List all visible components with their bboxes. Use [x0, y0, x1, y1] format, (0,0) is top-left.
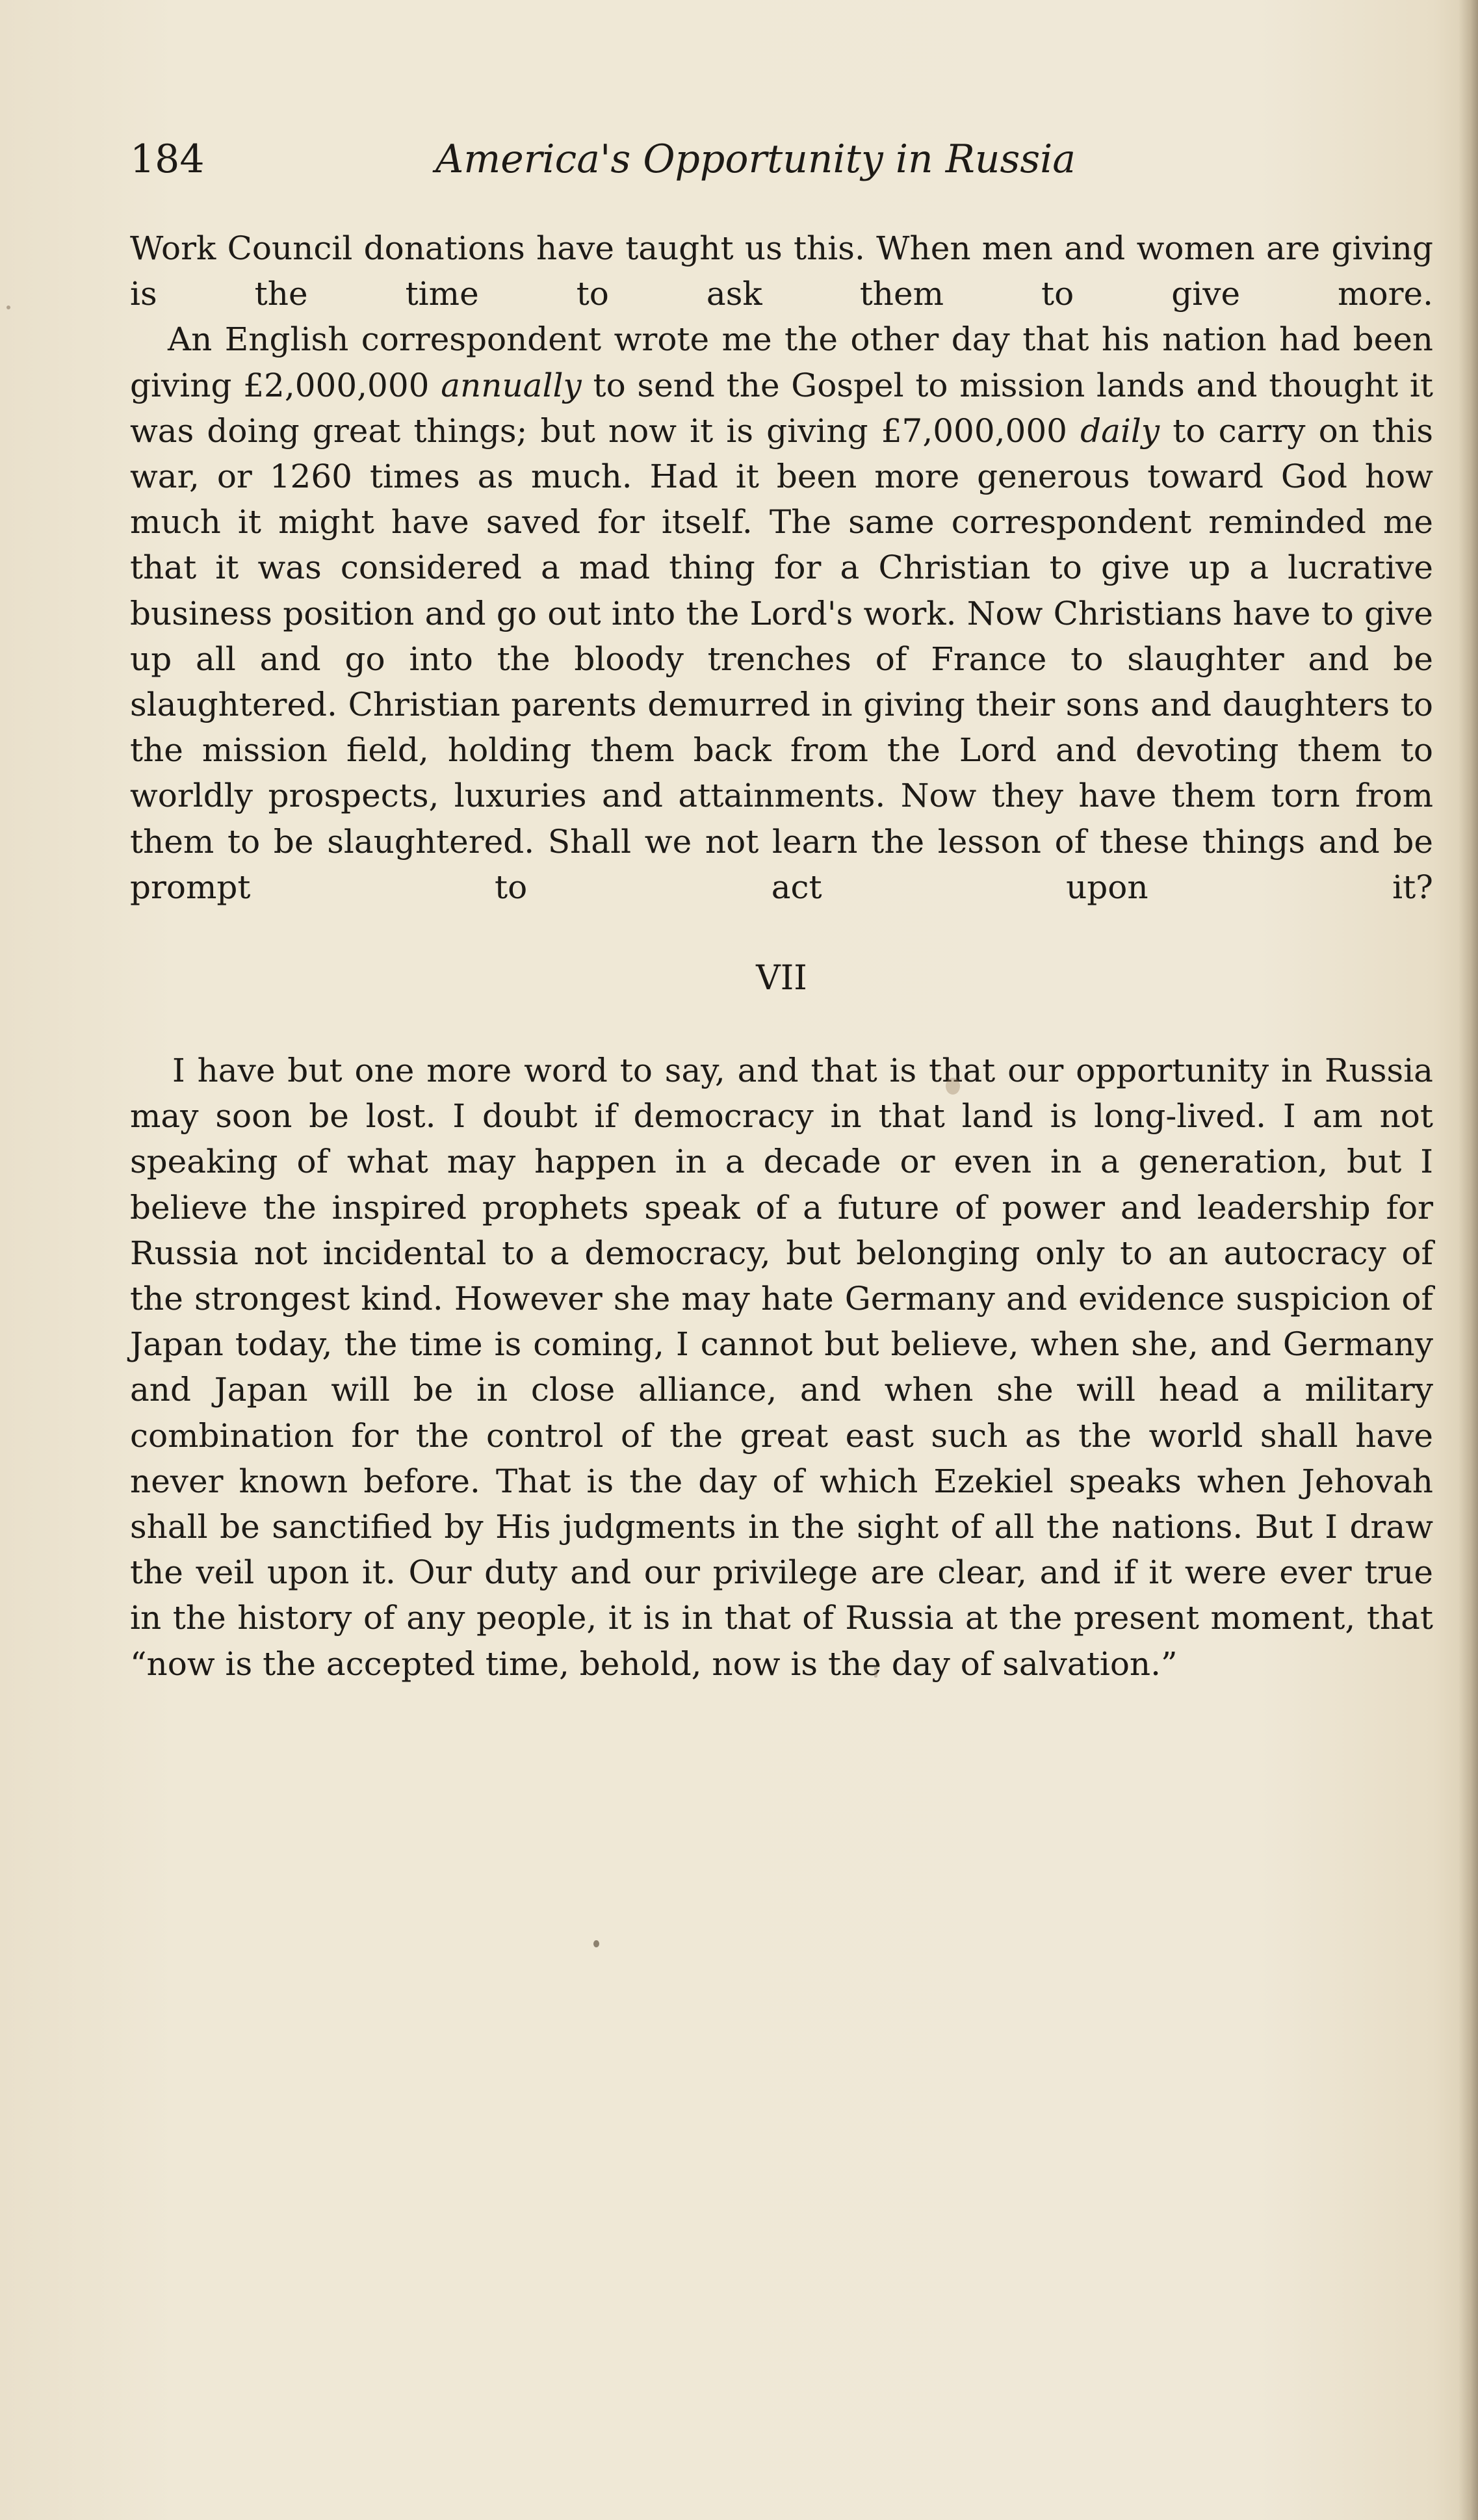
text-run: to send the Gospel to mission lands and thought it was doing great things; but now it is giving £7,000,000 — [130, 366, 1434, 450]
paper-speck — [946, 1078, 960, 1095]
main-text — [130, 226, 1433, 1687]
paragraph-continued: Work Council donations have taught us this. When men and women are giving is the time to ask them to give more. — [130, 229, 1433, 313]
text-run: to carry on this war, or 1260 times as much. Had it been more generous toward God how much it might have saved for itself. The same correspondent reminded me that it was considered a mad thing for a Christian to give up a lucrative business position and go out into the Lord's work. Now Christians have to give up all and go into the bloody trenches of France to slaughter and be slaughtered. Christian parents demurred in giving their sons and daughters to the mission field, holding them back from the Lord and devoting them to worldly prospects, luxuries and attainments. Now they have them torn from them to be slaughtered. Shall we not learn the lesson of these things and be prompt to act upon it? — [130, 411, 1433, 906]
section-heading: VII — [756, 959, 807, 998]
emphasis-annually: annually — [441, 366, 582, 404]
paragraph-final: I have but one more word to say, and that is that our opportunity in Russia may soon be lost. I doubt if democracy in that land is long-lived. I am not speaking of what may happen in a decade or even in a generation, but I believe the inspired prophets speak of a future of power and leadership for Russia not incidental to a democracy, but belonging only to an autocracy of the strongest kind. However she may hate Germany and evidence suspicion of Japan today, the time is coming, I cannot but believe, when she, and Germany and Japan will be in close alliance, and when she will head a military combination for the control of the great east such as the world shall have never known before. That is the day of which Ezekiel speaks when Jehovah shall be sanctified by His judgments in the sight of all the nations. But I draw the veil upon it. Our duty and our privilege are clear, and if it were ever true in the history of any people, it is in that of Russia at the present moment, that “now is the accepted time, behold, now is the day of salvation.” — [130, 1052, 1433, 1683]
emphasis-daily: daily — [1080, 411, 1160, 450]
paper-speck — [593, 1940, 599, 1947]
paragraph-correspondent — [130, 317, 1433, 910]
text-run: An English correspondent wrote me the other day that his nation had been giving £2,000,000 — [130, 320, 1433, 404]
running-head — [130, 130, 1124, 188]
paper-speck — [874, 1666, 877, 1678]
page-number: 184 — [130, 136, 205, 182]
paper-speck — [6, 305, 10, 309]
page-gutter-shadow — [1459, 0, 1478, 2520]
book-title: America's Opportunity in Russia — [435, 136, 1076, 182]
